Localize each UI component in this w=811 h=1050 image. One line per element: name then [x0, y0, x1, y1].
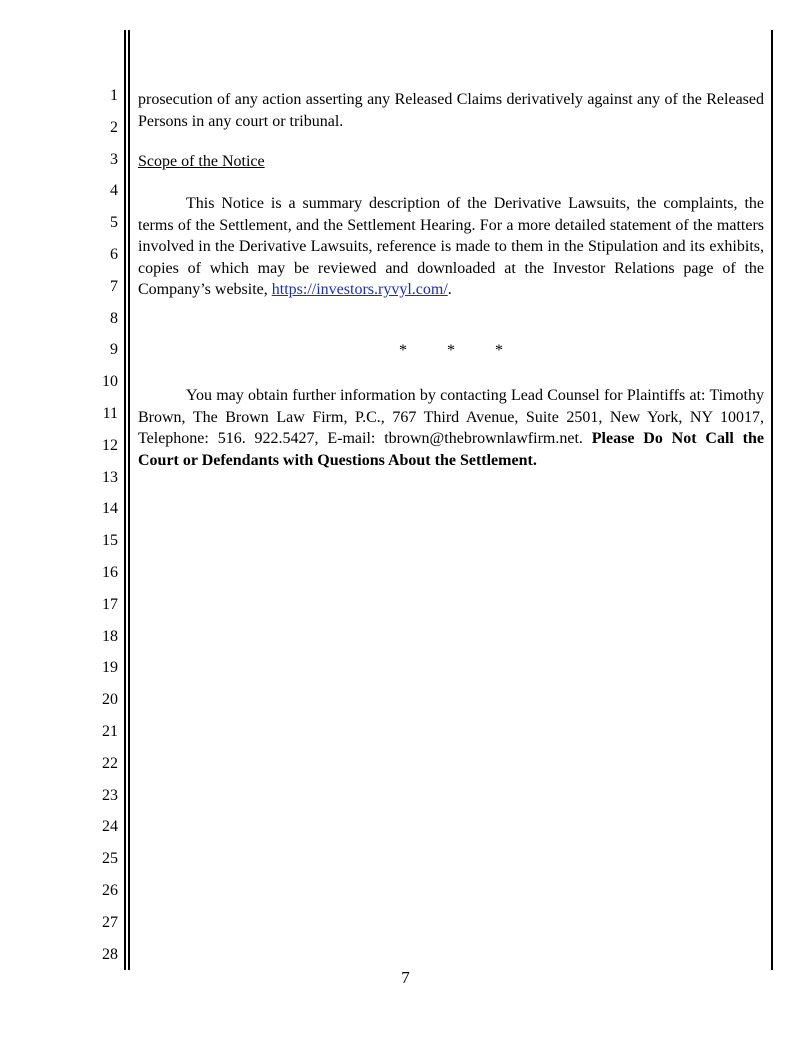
- separator-star: *: [495, 342, 503, 359]
- right-margin-rule: [771, 30, 773, 970]
- line-number: 24: [102, 818, 118, 836]
- line-number: 22: [102, 754, 118, 772]
- section-heading: Scope of the Notice: [138, 153, 265, 170]
- separator-star: *: [399, 342, 407, 359]
- line-number: 28: [102, 945, 118, 963]
- left-margin-rule-inner: [128, 30, 130, 970]
- line-number: 26: [102, 882, 118, 899]
- line-number: 10: [102, 373, 118, 391]
- line-number: 23: [102, 786, 118, 804]
- line-number: 18: [102, 627, 118, 645]
- section-heading-wrapper: [138, 151, 764, 173]
- line-number: 19: [102, 659, 118, 677]
- line-number: 21: [102, 723, 118, 740]
- contact-paragraph: [138, 385, 764, 471]
- continuation-paragraph: prosecution of any action asserting any Released Claims derivatively against any of the Released Persons in any court or tribunal.: [138, 91, 764, 130]
- line-number: 7: [110, 277, 118, 295]
- contact-paragraph-text: You may obtain further information by contacting Lead Counsel for Plaintiffs at: Timothy Brown, The Brown Law Firm, P.C., 767 Third Avenue, Suite 2501, New York, NY 10017, Telephone: 516. 922.5427, E-mail: tbrown@thebrownlawfirm.net.: [138, 387, 764, 447]
- line-number: 6: [110, 246, 118, 263]
- line-number: 17: [102, 595, 118, 613]
- scope-paragraph: [138, 193, 764, 301]
- left-margin-rule-outer: [124, 30, 126, 970]
- page-number: 7: [401, 968, 410, 987]
- line-number: 12: [102, 436, 118, 454]
- scope-paragraph-text: This Notice is a summary description of the Derivative Lawsuits, the complaints, the terms of the Settlement, and the Settlement Hearing. For a more detailed statement of the matters involved in the Derivative Lawsuits, reference is made to them in the Stipulation and its exhibits, copies of which may be reviewed and downloaded at the Investor Relations page of the Company’s website,: [138, 195, 764, 298]
- section-separator: [138, 341, 764, 361]
- line-number: 3: [110, 150, 118, 168]
- separator-star: *: [447, 342, 455, 359]
- line-number: 9: [110, 341, 118, 359]
- line-number: 11: [102, 405, 118, 422]
- line-number: 14: [102, 500, 118, 518]
- line-number: 27: [102, 913, 118, 931]
- line-number: 15: [102, 532, 118, 550]
- line-number: 25: [102, 850, 118, 868]
- line-number: 2: [110, 118, 118, 136]
- line-number: 4: [110, 182, 118, 200]
- contact-warning: Please Do Not Call the Court or Defendants with Questions About the Settlement.: [138, 430, 765, 469]
- line-number: 20: [102, 691, 118, 709]
- investor-relations-link[interactable]: https://investors.ryvyl.com/: [271, 281, 448, 298]
- line-number: 5: [110, 214, 118, 232]
- line-number: 13: [102, 468, 118, 486]
- line-number: 16: [102, 564, 118, 581]
- line-number: 1: [110, 87, 118, 104]
- scope-paragraph-end: .: [447, 281, 452, 298]
- line-number: 8: [110, 309, 118, 327]
